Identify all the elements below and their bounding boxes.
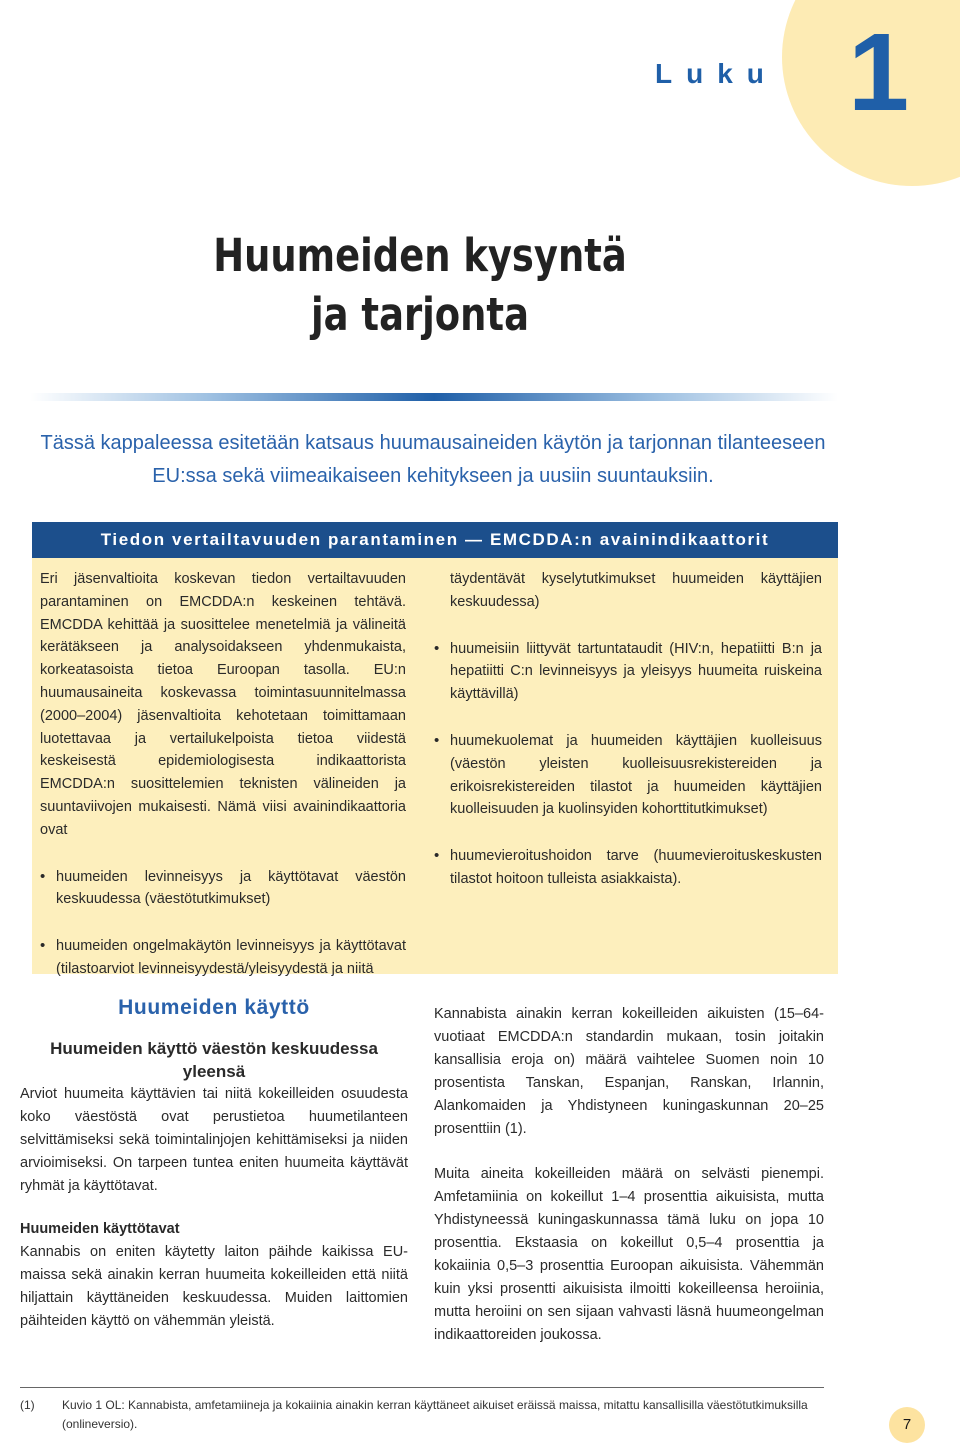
footnote-divider xyxy=(20,1387,824,1388)
chapter-label: Luku xyxy=(655,58,778,89)
list-item: • huumeisiin liittyvät tartuntataudit (HIV:n, hepatiitti B:n ja hepatiitti C:n levinneisyys ja yleisyys huumeita ruiskeina käyttävillä) xyxy=(434,638,822,706)
page-title xyxy=(199,226,642,344)
intro-text xyxy=(20,427,846,493)
section-subtitle: Huumeiden käyttö väestön keskuudessa yleensä xyxy=(50,1039,378,1081)
list-item: • huumeiden levinneisyys ja käyttötavat väestön keskuudessa (väestötutkimukset) xyxy=(40,866,406,912)
info-box-left-column xyxy=(40,568,406,1005)
page-number: 7 xyxy=(889,1407,925,1443)
title-divider xyxy=(30,393,838,401)
page-title-line-2: ja tarjonta xyxy=(311,288,529,341)
info-box-continuation: täydentävät kyselytutkimukset huumeiden käyttäjien keskuudessa) xyxy=(450,571,822,610)
intro-line-1: Tässä kappaleessa esitetään katsaus huumausaineiden käytön ja tarjonnan tilanteeseen xyxy=(40,432,826,454)
section-subheading: Huumeiden käyttötavat xyxy=(20,1221,180,1237)
section-paragraph-1: Arviot huumeita käyttävien tai niitä kokeilleiden osuudesta koko väestöstä ovat perustietoa huumetilanteen selvittämiseksi sekä toimintalinjojen kehittämiseksi ja niiden arvioimiseksi. On tarpeen tuntea eniten huumeita käyttävät ryhmät ja käyttötavat. xyxy=(20,1086,408,1194)
info-box-right-list xyxy=(434,638,822,891)
section-right-paragraph-1-text: Kannabista ainakin kerran kokeilleiden aikuisten (15–64-vuotiaat EMCDDA:n standardin mukaan, tosin joitakin kansallisia eroja on) määrä vaihtelee Suomen noin 10 prosentista Tanskan, Espanjan, Ranskan, Irlannin, Alankomaiden ja Yhdistyneen kuningaskunnan 20–25 prosenttiin xyxy=(434,1006,824,1137)
footnote-reference[interactable]: (1). xyxy=(504,1121,527,1137)
info-box-header: Tiedon vertailtavuuden parantaminen — EMCDDA:n avainindikaattorit xyxy=(32,522,838,558)
section-paragraph-2: Kannabis on eniten käytetty laiton päihde kaikissa EU-maissa sekä ainakin kerran huumeita kokeilleiden että niitä hiljattain käyttäneiden keskuudessa. Muiden laittomien päihteiden käyttö on vähemmän yleistä. xyxy=(20,1244,408,1329)
section-right-column xyxy=(434,1003,824,1347)
list-item: • huumevieroitushoidon tarve (huumevieroituskeskusten tilastot hoitoon tulleista asiakkaista). xyxy=(434,845,822,891)
section-right-paragraph-2: Muita aineita kokeilleiden määrä on selvästi pienempi. Amfetamiinia on kokeillut 1–4 prosenttia aikuisista, mutta Yhdistyneessä kuningaskunnassa tämä luku on jopa 10 prosenttia. Ekstaasia on kokeillut 0,5–4 prosenttia ja kokaiinia 0,5–3 prosenttia Euroopan aikuisista. Vähemmän kuin yksi prosentti aikuisista ilmoitti kokeilleensa heroiinia, mutta heroiini on sen sijaan vahvasti läsnä huumeongelman indikaattoreiden joukossa. xyxy=(434,1166,824,1343)
page-title-line-1: Huumeiden kysyntä xyxy=(213,229,627,282)
section-right-paragraph-1 xyxy=(434,1003,824,1141)
intro-line-2: EU:ssa sekä viimeaikaiseen kehitykseen ja uusiin suuntauksiin. xyxy=(152,465,714,487)
list-item: • huumekuolemat ja huumeiden käyttäjien kuolleisuus (väestön yleisten kuolleisuusrekistereiden ja erikoisrekistereiden tilastot ja huumeiden käyttäjien kuolleisuuden ja kuolinsyiden kohorttitutkimukset) xyxy=(434,730,822,821)
section-left-column xyxy=(20,996,408,1333)
footnote-mark: (1) xyxy=(20,1398,35,1412)
info-box-paragraph: Eri jäsenvaltioita koskevan tiedon vertailtavuuden parantaminen on EMCDDA:n keskeinen tehtävä. EMCDDA kehittää ja suosittelee menetelmiä ja välineitä kerätäkseen ja analysoidakseen yhdenmukaista, korkeatasoista tietoa Euroopan tasolla. EU:n huumausaineita koskevassa toimintasuunnitelmassa (2000–2004) jäsenvaltioita kehotetaan toimittamaan luotettavaa ja vertailukelpoista tietoa viidestä keskeisestä epidemiologisesta indikaattorista EMCDDA:n suosittelemien teknisten välineiden ja suuntaviivojen mukaisesti. Nämä viisi avainindikaattoria ovat xyxy=(40,571,406,838)
chapter-number: 1 xyxy=(848,11,906,134)
section-title: Huumeiden käyttö xyxy=(118,996,310,1019)
footnote-text: Kuvio 1 OL: Kannabista, amfetamiineja ja kokaiinia ainakin kerran käyttäneet aikuiset eräissä maissa, mitattu kansallisilla väestötutkimuksilla (onlineversio). xyxy=(62,1398,808,1431)
list-item: • huumeiden ongelmakäytön levinneisyys ja käyttötavat (tilastoarviot levinneisyydestä/yleisyydestä ja niitä xyxy=(40,935,406,981)
info-box-right-column xyxy=(434,568,822,915)
info-box-left-list xyxy=(40,866,406,981)
